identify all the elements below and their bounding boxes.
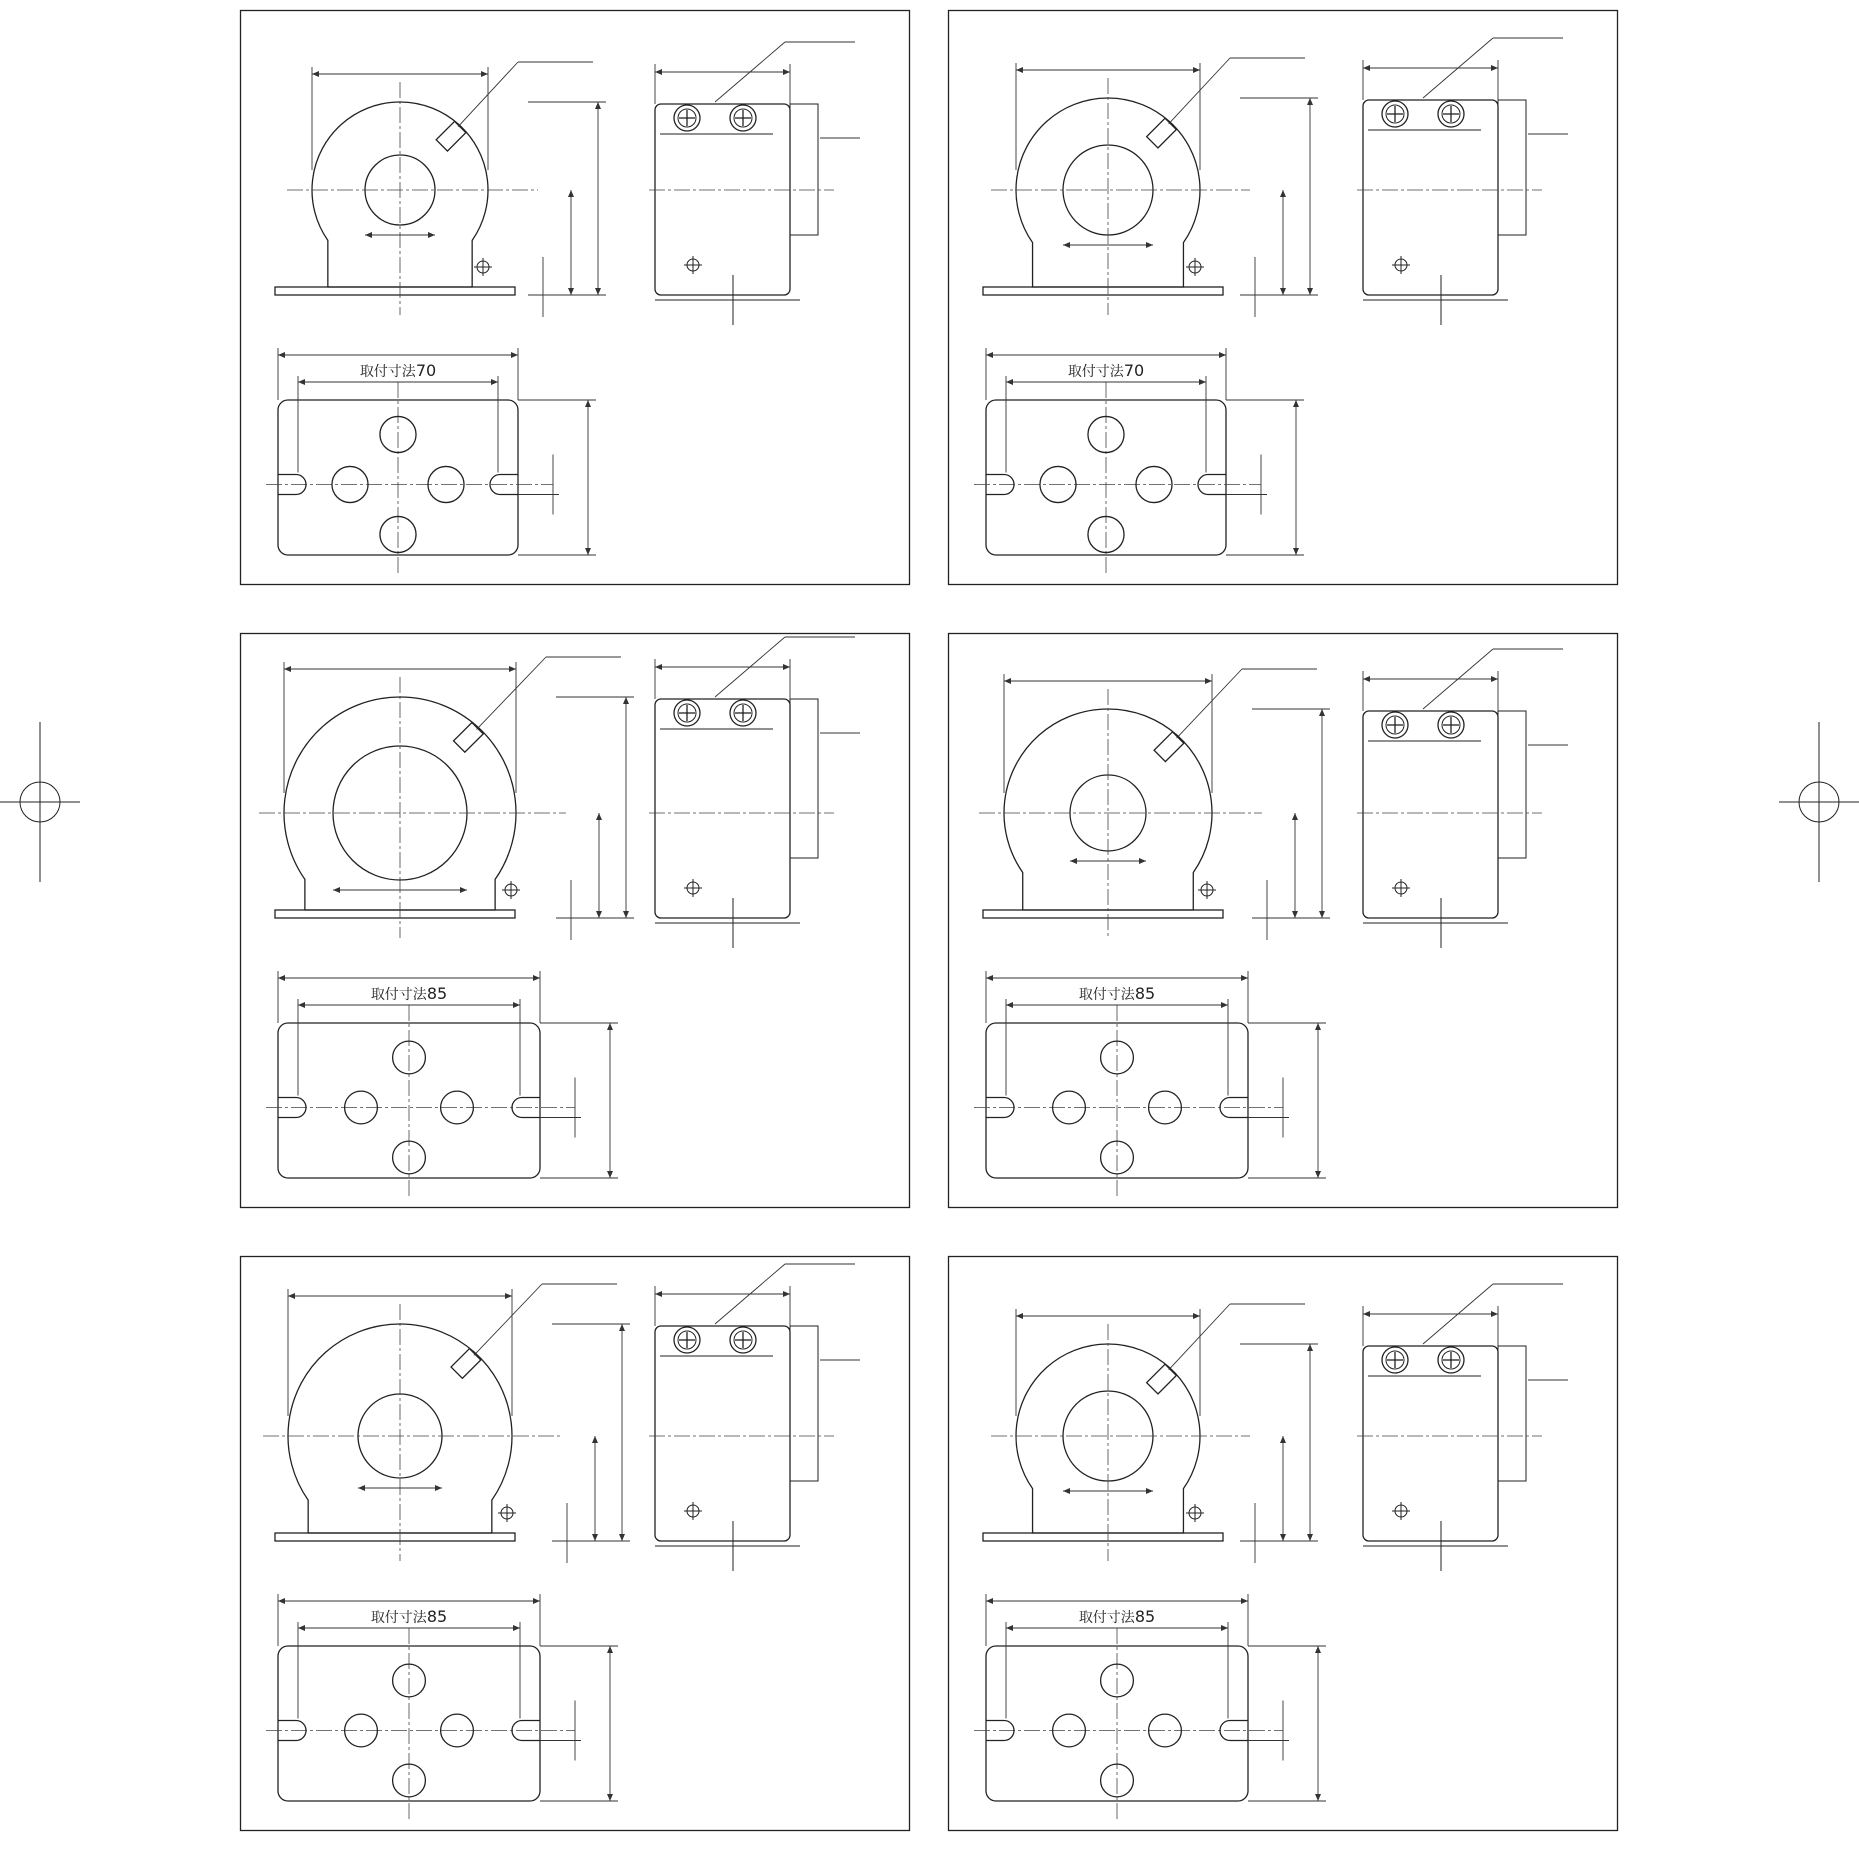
- mount-pitch-line-arrow-end: [1221, 1002, 1228, 1008]
- ct-side-body: [1363, 711, 1498, 918]
- mount-value-label: 85: [426, 984, 448, 1003]
- bottom-view: [974, 1594, 1326, 1819]
- panel-d: [948, 633, 1618, 1208]
- ct-side-body: [1363, 1346, 1498, 1541]
- panel-frame: [949, 11, 1618, 585]
- overall-height-line-arrow-start: [623, 697, 629, 704]
- base-width-line-arrow-end: [1219, 352, 1226, 358]
- panel-a: [240, 10, 910, 585]
- secondary-terminal-icon: [1147, 118, 1177, 148]
- center-height-line-arrow-end: [1280, 1534, 1286, 1541]
- bottom-view: [974, 348, 1304, 573]
- mount-prefix-label: 取付寸法: [370, 1610, 427, 1626]
- od-dimension-line-arrow-end: [1205, 678, 1212, 684]
- panel-svg: [240, 10, 910, 585]
- terminal-leader: [1177, 669, 1242, 738]
- id-dimension-line-arrow-start: [333, 887, 340, 893]
- od-dimension-line-arrow-start: [1004, 678, 1011, 684]
- side-view: [649, 637, 860, 948]
- center-height-line-arrow-end: [1292, 911, 1298, 918]
- mount-prefix-label: 取付寸法: [359, 364, 416, 380]
- mount-value-label: 70: [415, 361, 437, 380]
- overall-height-line-arrow-start: [1307, 98, 1313, 105]
- od-dimension-line-arrow-end: [505, 1293, 512, 1299]
- center-height-line-arrow-start: [1280, 190, 1286, 197]
- base-depth-line-arrow-start: [607, 1646, 613, 1653]
- secondary-terminal-icon: [1147, 1364, 1177, 1394]
- mount-pitch-label: [360, 361, 436, 380]
- side-view: [1357, 38, 1568, 325]
- mount-value-label: 85: [1134, 1607, 1156, 1626]
- base-width-line-arrow-start: [986, 1598, 993, 1604]
- base-width-line-arrow-end: [1241, 975, 1248, 981]
- ct-side-flange: [1498, 711, 1526, 858]
- ct-side-body: [655, 1326, 790, 1541]
- panel-frame: [241, 11, 910, 585]
- id-dimension-line-arrow-end: [1146, 1488, 1153, 1494]
- base-width-line-arrow-end: [533, 975, 540, 981]
- overall-height-line-arrow-end: [623, 911, 629, 918]
- bottom-view: [266, 348, 596, 573]
- depth-dimension-line-arrow-start: [655, 664, 662, 670]
- base-depth-line-arrow-start: [1293, 400, 1299, 407]
- center-height-line-arrow-start: [596, 813, 602, 820]
- base-depth-line-arrow-end: [1315, 1171, 1321, 1178]
- depth-dimension-line-arrow-start: [655, 1291, 662, 1297]
- secondary-terminal-icon: [436, 121, 466, 151]
- front-view: [263, 1284, 630, 1563]
- mount-pitch-label: [1068, 361, 1144, 380]
- od-dimension-line-arrow-start: [1016, 1313, 1023, 1319]
- depth-dimension-line-arrow-end: [783, 664, 790, 670]
- bottom-view: [266, 971, 618, 1196]
- mounting-foot: [275, 1533, 515, 1541]
- base-width-line-arrow-start: [986, 352, 993, 358]
- panel-svg: [948, 633, 1618, 1208]
- side-view: [1357, 649, 1568, 948]
- center-height-line-arrow-start: [1280, 1436, 1286, 1443]
- terminal-leader: [1169, 1304, 1230, 1370]
- overall-height-line-arrow-start: [595, 102, 601, 109]
- mounting-foot: [983, 1533, 1223, 1541]
- mounting-foot: [275, 287, 515, 295]
- ct-side-body: [655, 699, 790, 918]
- od-dimension-line-arrow-start: [288, 1293, 295, 1299]
- base-width-line-arrow-start: [278, 975, 285, 981]
- secondary-terminal-icon: [1154, 732, 1184, 762]
- overall-height-line-arrow-start: [1307, 1344, 1313, 1351]
- base-width-line-arrow-start: [278, 352, 285, 358]
- mount-pitch-label: [371, 984, 447, 1003]
- base-depth-line-arrow-end: [1315, 1794, 1321, 1801]
- od-dimension-line-arrow-start: [312, 71, 319, 77]
- od-dimension-line-arrow-start: [1016, 67, 1023, 73]
- base-depth-line-arrow-start: [585, 400, 591, 407]
- panel-b: [948, 10, 1618, 585]
- center-height-line-arrow-start: [1292, 813, 1298, 820]
- front-view: [983, 1304, 1318, 1563]
- depth-dimension-line-arrow-end: [1491, 1311, 1498, 1317]
- center-height-line-arrow-start: [592, 1436, 598, 1443]
- center-height-line-arrow-end: [596, 911, 602, 918]
- mounting-foot: [983, 287, 1223, 295]
- mount-pitch-line-arrow-start: [298, 1002, 305, 1008]
- front-view: [275, 62, 606, 317]
- mounting-foot: [983, 910, 1223, 918]
- overall-height-line-arrow-end: [1319, 911, 1325, 918]
- depth-dimension-line-arrow-start: [1363, 65, 1370, 71]
- mount-prefix-label: 取付寸法: [1078, 987, 1135, 1003]
- base-depth-line-arrow-start: [1315, 1023, 1321, 1030]
- overall-height-line-arrow-end: [619, 1534, 625, 1541]
- side-view: [1357, 1284, 1568, 1571]
- bottom-view: [974, 971, 1326, 1196]
- od-dimension-line-arrow-end: [1193, 67, 1200, 73]
- base-width-line-arrow-start: [986, 975, 993, 981]
- base-depth-line-arrow-start: [1315, 1646, 1321, 1653]
- center-height-line-arrow-end: [568, 288, 574, 295]
- depth-dimension-line-arrow-start: [1363, 1311, 1370, 1317]
- center-height-line-arrow-start: [568, 190, 574, 197]
- id-dimension-line-arrow-start: [1063, 242, 1070, 248]
- mounting-foot: [275, 910, 515, 918]
- id-dimension-line-arrow-end: [1139, 858, 1146, 864]
- id-dimension-line-arrow-end: [435, 1485, 442, 1491]
- panel-f: [948, 1256, 1618, 1831]
- registration-mark-left: [0, 722, 80, 882]
- base-depth-line-arrow-end: [1293, 548, 1299, 555]
- mount-pitch-line-arrow-start: [298, 379, 305, 385]
- side-view: [649, 1264, 860, 1571]
- od-dimension-line-arrow-start: [284, 666, 291, 672]
- mount-pitch-label: [371, 1607, 447, 1626]
- overall-height-line-arrow-end: [1307, 1534, 1313, 1541]
- front-view: [983, 58, 1318, 317]
- base-depth-line-arrow-start: [607, 1023, 613, 1030]
- depth-dimension-line-arrow-end: [783, 1291, 790, 1297]
- panel-svg: [240, 1256, 910, 1831]
- depth-dimension-line-arrow-end: [1491, 676, 1498, 682]
- ct-side-flange: [1498, 100, 1526, 235]
- mount-pitch-line-arrow-end: [1199, 379, 1206, 385]
- panel-svg: [948, 1256, 1618, 1831]
- mount-pitch-label: [1079, 984, 1155, 1003]
- front-view: [259, 657, 634, 940]
- center-height-line-arrow-end: [592, 1534, 598, 1541]
- base-depth-line-arrow-end: [607, 1794, 613, 1801]
- bottom-view: [266, 1594, 618, 1819]
- base-width-line-arrow-start: [278, 1598, 285, 1604]
- id-dimension-line-arrow-end: [428, 232, 435, 238]
- terminal-leader: [1169, 58, 1230, 124]
- ct-side-body: [655, 104, 790, 295]
- side-view: [649, 42, 860, 325]
- base-width-line-arrow-end: [533, 1598, 540, 1604]
- id-dimension-line-arrow-end: [1146, 242, 1153, 248]
- mount-pitch-line-arrow-start: [1006, 1002, 1013, 1008]
- ct-side-flange: [790, 104, 818, 235]
- mount-value-label: 85: [426, 1607, 448, 1626]
- ct-side-body: [1363, 100, 1498, 295]
- mount-value-label: 70: [1123, 361, 1145, 380]
- mount-pitch-line-arrow-start: [298, 1625, 305, 1631]
- registration-mark-right: [1779, 722, 1859, 882]
- depth-dimension-line-arrow-start: [1363, 676, 1370, 682]
- base-depth-line-arrow-end: [607, 1171, 613, 1178]
- mount-pitch-label: [1079, 1607, 1155, 1626]
- mount-value-label: 85: [1134, 984, 1156, 1003]
- mount-pitch-line-arrow-start: [1006, 379, 1013, 385]
- center-height-line-arrow-end: [1280, 288, 1286, 295]
- base-width-line-arrow-end: [1241, 1598, 1248, 1604]
- id-dimension-line-arrow-start: [365, 232, 372, 238]
- ct-side-flange: [790, 1326, 818, 1481]
- base-depth-line-arrow-end: [585, 548, 591, 555]
- panel-e: [240, 1256, 910, 1831]
- mount-prefix-label: 取付寸法: [1067, 364, 1124, 380]
- panel-svg: [240, 633, 910, 1208]
- od-dimension-line-arrow-end: [1193, 1313, 1200, 1319]
- mount-pitch-line-arrow-end: [513, 1625, 520, 1631]
- mount-prefix-label: 取付寸法: [370, 987, 427, 1003]
- od-dimension-line-arrow-end: [481, 71, 488, 77]
- ct-side-flange: [1498, 1346, 1526, 1481]
- depth-dimension-line-arrow-start: [655, 69, 662, 75]
- overall-height-line-arrow-end: [595, 288, 601, 295]
- base-width-line-arrow-end: [511, 352, 518, 358]
- overall-height-line-arrow-end: [1307, 288, 1313, 295]
- panel-svg: [948, 10, 1618, 585]
- mount-pitch-line-arrow-end: [1221, 1625, 1228, 1631]
- front-view: [979, 669, 1330, 940]
- mount-pitch-line-arrow-end: [513, 1002, 520, 1008]
- overall-height-line-arrow-start: [1319, 709, 1325, 716]
- id-dimension-line-arrow-start: [1063, 1488, 1070, 1494]
- ct-side-flange: [790, 699, 818, 858]
- panel-c: [240, 633, 910, 1208]
- id-dimension-line-arrow-end: [460, 887, 467, 893]
- depth-dimension-line-arrow-end: [783, 69, 790, 75]
- mount-prefix-label: 取付寸法: [1078, 1610, 1135, 1626]
- id-dimension-line-arrow-start: [1070, 858, 1077, 864]
- mount-pitch-line-arrow-end: [491, 379, 498, 385]
- overall-height-line-arrow-start: [619, 1324, 625, 1331]
- mount-pitch-line-arrow-start: [1006, 1625, 1013, 1631]
- depth-dimension-line-arrow-end: [1491, 65, 1498, 71]
- id-dimension-line-arrow-start: [358, 1485, 365, 1491]
- od-dimension-line-arrow-end: [509, 666, 516, 672]
